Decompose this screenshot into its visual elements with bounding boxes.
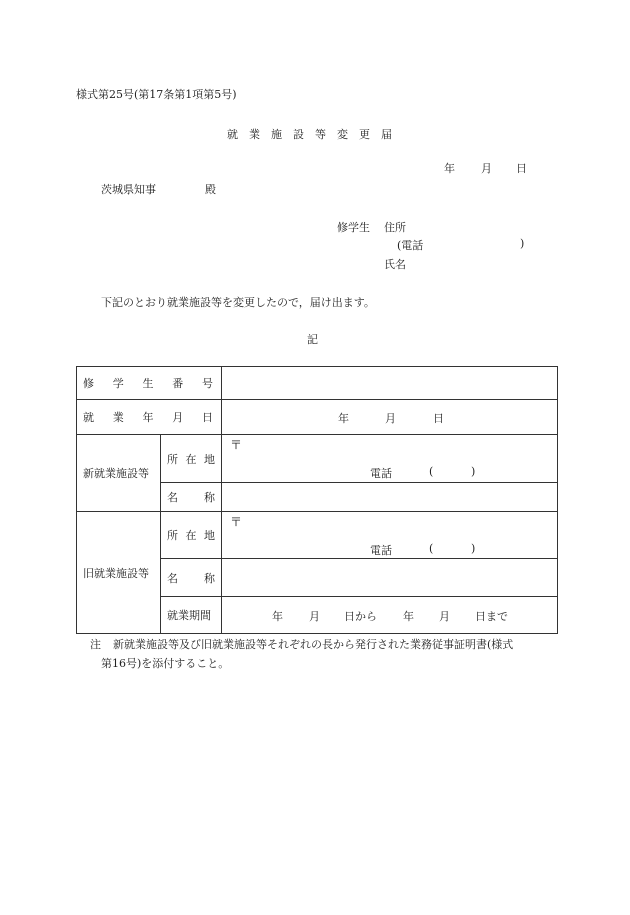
new-name-value[interactable] — [222, 483, 558, 512]
period-value[interactable] — [222, 597, 558, 634]
honorific: 殿 — [205, 183, 216, 196]
old-facility-label: 旧就業施設等 — [77, 512, 161, 634]
period-day-from: 日から — [344, 610, 377, 623]
row-old-location — [77, 512, 558, 559]
date-month: 月 — [481, 162, 492, 175]
old-phone-open: ( — [429, 542, 434, 555]
old-postal-mark: 〒 — [230, 515, 243, 529]
new-location-label: 所 在 地 — [161, 435, 222, 483]
applicant-role: 修学生 — [337, 221, 370, 234]
old-location-value[interactable] — [222, 512, 558, 559]
new-postal-mark: 〒 — [230, 438, 243, 452]
period-label: 就業期間 — [161, 597, 222, 634]
period-month-to: 月 — [439, 610, 450, 623]
address-label: 住所 — [384, 221, 406, 234]
old-name-label: 名 称 — [161, 559, 222, 597]
new-name-label: 名 称 — [161, 483, 222, 512]
start-date-month: 月 — [385, 412, 396, 425]
start-date-year: 年 — [338, 412, 349, 425]
new-phone-label: 電話 — [370, 467, 392, 480]
name-label: 氏名 — [384, 258, 406, 271]
start-date-value[interactable] — [222, 400, 558, 435]
new-phone-close: ) — [471, 465, 476, 478]
note-label: 注 — [90, 638, 101, 651]
new-location-value[interactable] — [222, 435, 558, 483]
period-year-from: 年 — [272, 610, 283, 623]
date-year: 年 — [444, 162, 455, 175]
old-name-value[interactable] — [222, 559, 558, 597]
period-day-to: 日まで — [475, 610, 508, 623]
row-student-number — [77, 367, 558, 400]
start-date-label: 就 業 年 月 日 — [77, 400, 222, 435]
old-phone-close: ) — [471, 542, 476, 555]
old-phone-label: 電話 — [370, 544, 392, 557]
statement: 下記のとおり就業施設等を変更したので，届け出ます。 — [101, 296, 375, 309]
new-facility-label: 新就業施設等 — [77, 435, 161, 512]
recipient: 茨城県知事 — [101, 183, 156, 196]
row-start-date — [77, 400, 558, 435]
period-year-to: 年 — [403, 610, 414, 623]
change-form-table — [76, 366, 558, 634]
new-phone-open: ( — [429, 465, 434, 478]
applicant-phone-label: (電話 — [397, 239, 424, 252]
student-number-value[interactable] — [222, 367, 558, 400]
note-line-2: 第16号)を添付すること。 — [101, 657, 230, 670]
old-location-label: 所 在 地 — [161, 512, 222, 559]
row-new-location — [77, 435, 558, 483]
form-number: 様式第25号(第17条第1項第5号) — [76, 88, 237, 101]
start-date-day: 日 — [433, 412, 444, 425]
ki-label: 記 — [307, 333, 318, 346]
applicant-phone-close: ) — [520, 237, 525, 250]
period-month-from: 月 — [309, 610, 320, 623]
date-day: 日 — [516, 162, 527, 175]
document-title: 就業施設等変更届 — [227, 128, 403, 141]
note-line-1: 新就業施設等及び旧就業施設等それぞれの長から発行された業務従事証明書(様式 — [113, 638, 514, 651]
student-number-label: 修 学 生 番 号 — [77, 367, 222, 400]
